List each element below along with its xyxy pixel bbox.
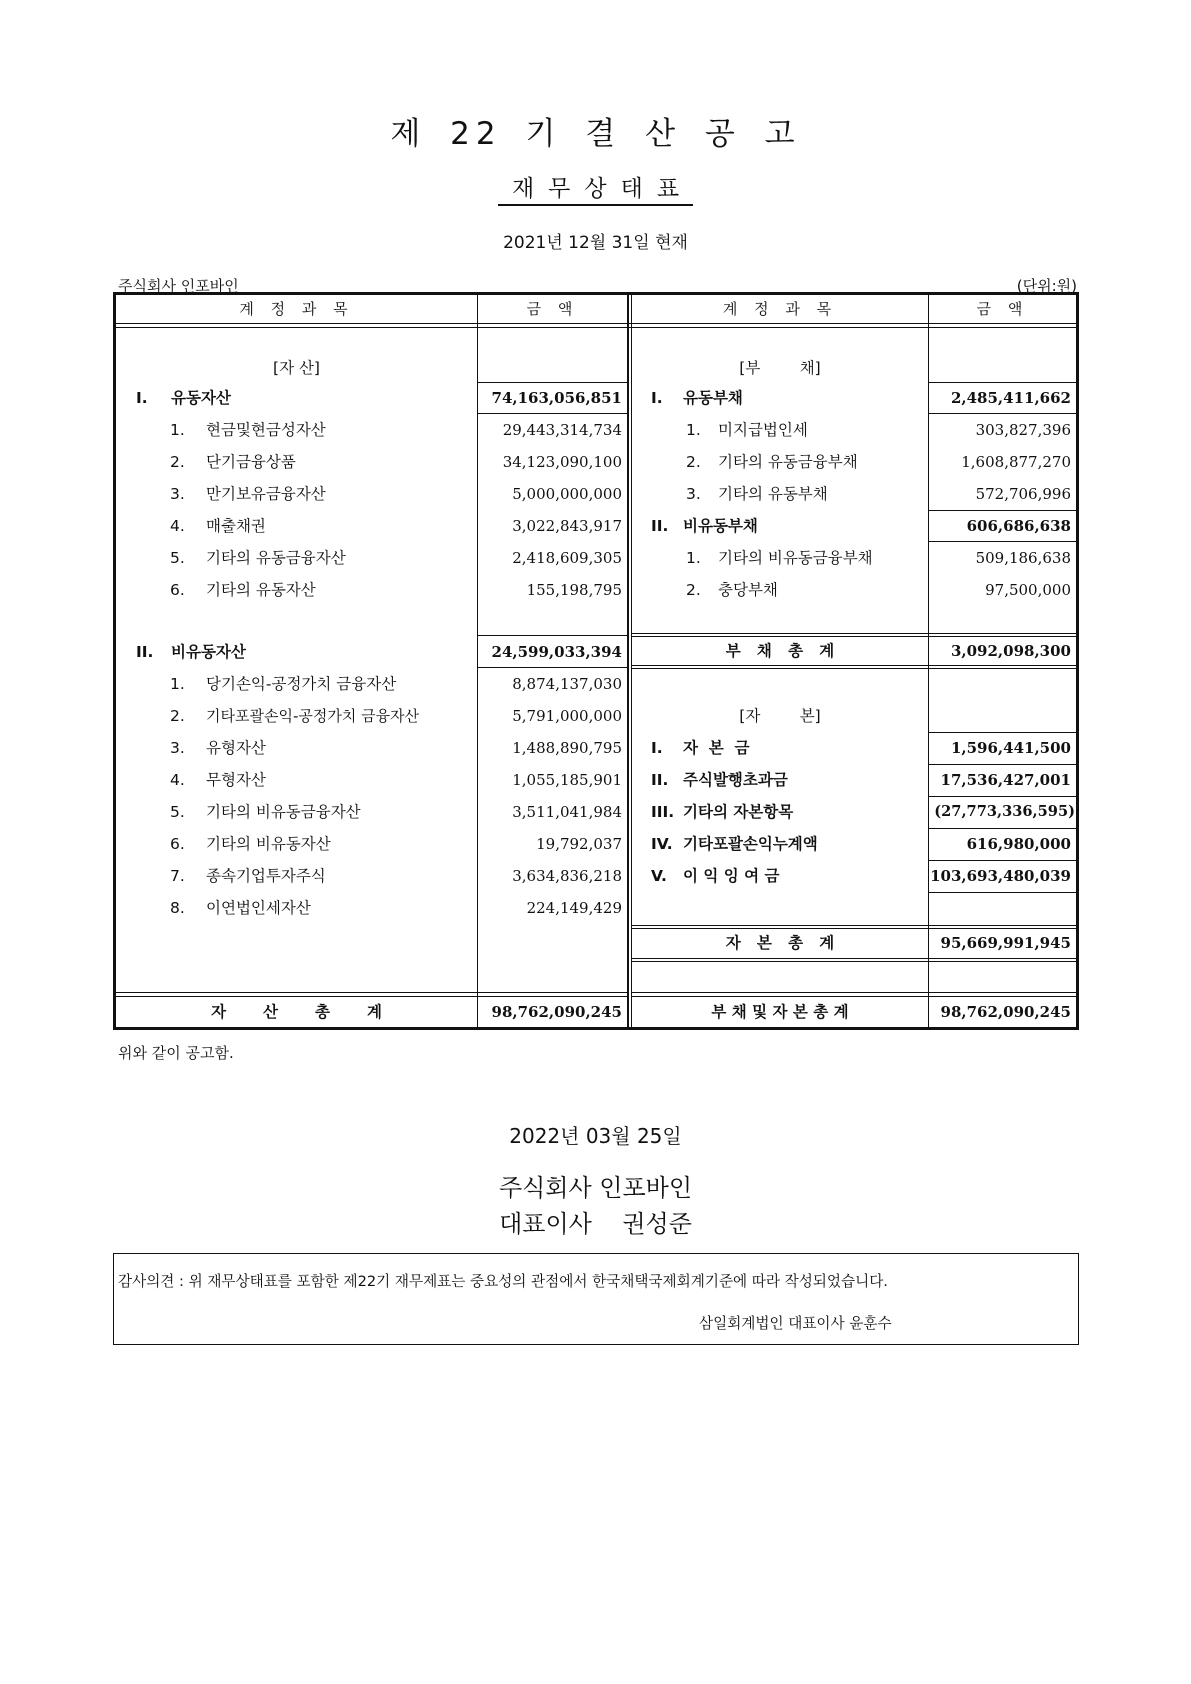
asset-item-no: 2. xyxy=(170,707,185,725)
asset-item-label: 기타의 유동자산 xyxy=(206,581,316,599)
liability-item-label: 기타의 비유동금융부채 xyxy=(718,549,873,567)
asset-item-amount: 2,418,609,305 xyxy=(512,549,622,567)
liability-item-no: 1. xyxy=(686,549,701,567)
equity-item-label: 기타의 자본항목 xyxy=(683,803,794,821)
equity-item-label: 자 본 금 xyxy=(683,739,750,757)
liability-item-amount: 97,500,000 xyxy=(985,581,1071,599)
asset-item-label: 단기금융상품 xyxy=(206,453,296,471)
noncurrent-liabilities-no: II. xyxy=(651,517,669,535)
liability-item-amount: 509,186,638 xyxy=(975,549,1071,567)
asset-item-label: 종속기업투자주식 xyxy=(206,867,326,885)
equity-item-no: II. xyxy=(651,771,669,789)
asset-item-amount: 3,511,041,984 xyxy=(512,803,622,821)
current-assets-label: 유동자산 xyxy=(171,389,231,407)
asset-item-label: 기타의 비유동자산 xyxy=(206,835,331,853)
asset-item-amount: 5,000,000,000 xyxy=(512,485,622,503)
asset-item-label: 현금및현금성자산 xyxy=(206,421,326,439)
equity-total-amount: 95,669,991,945 xyxy=(940,934,1071,952)
statement-date: 2021년 12월 31일 현재 xyxy=(503,233,688,253)
equity-item-label: 기타포괄손익누계액 xyxy=(683,835,818,853)
audit-opinion-box xyxy=(113,1253,1079,1345)
liability-item-label: 충당부채 xyxy=(718,581,778,599)
current-liabilities-no: I. xyxy=(651,389,663,407)
liab-equity-total-amount: 98,762,090,245 xyxy=(940,1003,1071,1021)
company-name: 주식회사 인포바인 xyxy=(118,277,239,295)
liability-item-label: 미지급법인세 xyxy=(718,421,808,439)
header-amount-left: 금 액 xyxy=(526,300,579,318)
asset-item-amount: 3,634,836,218 xyxy=(512,867,622,885)
signatory-ceo: 대표이사 권성준 xyxy=(499,1210,692,1238)
equity-item-amount: 616,980,000 xyxy=(966,835,1071,853)
header-amount-right: 금 액 xyxy=(976,300,1029,318)
current-assets-no: I. xyxy=(136,389,148,407)
assets-total-label: 자 산 총 계 xyxy=(211,1003,382,1021)
asset-item-no: 2. xyxy=(170,453,185,471)
equity-item-no: IV. xyxy=(651,835,673,853)
signatory xyxy=(0,1170,1191,1242)
liabilities-total-amount: 3,092,098,300 xyxy=(950,642,1071,660)
auditor-name: 삼일회계법인 대표이사 윤훈수 xyxy=(699,1315,892,1332)
asset-item-no: 4. xyxy=(170,517,185,535)
liabilities-total-label: 부 채 총 계 xyxy=(725,642,835,660)
asset-item-amount: 5,791,000,000 xyxy=(512,707,622,725)
audit-opinion-text: 감사의견 : 위 재무상태표를 포함한 제22기 재무제표는 중요성의 관점에서 한국채택국제회계기준에 따라 작성되었습니다. xyxy=(118,1273,888,1290)
unit-label: (단위:원) xyxy=(1016,277,1077,295)
equity-item-amount: 17,536,427,001 xyxy=(940,771,1071,789)
noncurrent-assets-label: 비유동자산 xyxy=(171,643,246,661)
equity-item-amount: 1,596,441,500 xyxy=(950,739,1071,757)
signatory-company: 주식회사 인포바인 xyxy=(498,1174,693,1202)
asset-item-label: 기타의 비유동금융자산 xyxy=(206,803,361,821)
noncurrent-liabilities-label: 비유동부채 xyxy=(683,517,758,535)
asset-item-no: 5. xyxy=(170,803,185,821)
liability-item-amount: 1,608,877,270 xyxy=(961,453,1071,471)
liability-item-no: 3. xyxy=(686,485,701,503)
liab-equity-total-label: 부 채 및 자 본 총 계 xyxy=(711,1003,849,1021)
assets-section-heading: [자 산] xyxy=(273,359,320,377)
noncurrent-assets-no: II. xyxy=(136,643,154,661)
asset-item-no: 1. xyxy=(170,421,185,439)
liability-item-amount: 572,706,996 xyxy=(975,485,1071,503)
asset-item-amount: 155,198,795 xyxy=(526,581,622,599)
publication-date: 2022년 03월 25일 xyxy=(509,1124,682,1148)
current-liabilities-label: 유동부채 xyxy=(683,389,743,407)
asset-item-amount: 1,055,185,901 xyxy=(512,771,622,789)
asset-item-no: 1. xyxy=(170,675,185,693)
asset-item-amount: 3,022,843,917 xyxy=(512,517,622,535)
asset-item-no: 8. xyxy=(170,899,185,917)
asset-item-no: 6. xyxy=(170,581,185,599)
current-assets-amount: 74,163,056,851 xyxy=(491,389,622,407)
asset-item-label: 무형자산 xyxy=(206,771,266,789)
asset-item-amount: 8,874,137,030 xyxy=(512,675,622,693)
noncurrent-assets-amount: 24,599,033,394 xyxy=(491,643,622,661)
liability-item-no: 2. xyxy=(686,453,701,471)
equity-item-no: III. xyxy=(651,803,675,821)
current-liabilities-amount: 2,485,411,662 xyxy=(950,389,1071,407)
asset-item-amount: 34,123,090,100 xyxy=(502,453,622,471)
asset-item-label: 당기손익-공정가치 금융자산 xyxy=(206,675,397,693)
equity-item-no: V. xyxy=(651,867,667,885)
asset-item-no: 4. xyxy=(170,771,185,789)
statement-title: 재무상태표 xyxy=(0,170,1191,203)
assets-total-amount: 98,762,090,245 xyxy=(491,1003,622,1021)
asset-item-no: 3. xyxy=(170,739,185,757)
asset-item-label: 기타포괄손익-공정가치 금융자산 xyxy=(206,707,420,725)
page-title: 제 22 기 결 산 공 고 xyxy=(390,116,801,152)
equity-item-no: I. xyxy=(651,739,663,757)
asset-item-amount: 1,488,890,795 xyxy=(512,739,622,757)
asset-item-label: 매출채권 xyxy=(206,517,266,535)
equity-item-label: 주식발행초과금 xyxy=(683,771,788,789)
asset-item-label: 유형자산 xyxy=(206,739,266,757)
asset-item-label: 이연법인세자산 xyxy=(206,899,311,917)
announcement-note: 위와 같이 공고함. xyxy=(118,1044,234,1062)
equity-total-label: 자 본 총 계 xyxy=(725,934,835,952)
asset-item-amount: 19,792,037 xyxy=(536,835,622,853)
asset-item-label: 기타의 유동금융자산 xyxy=(206,549,346,567)
liability-item-label: 기타의 유동금융부채 xyxy=(718,453,858,471)
asset-item-label: 만기보유금융자산 xyxy=(206,485,326,503)
liability-item-label: 기타의 유동부채 xyxy=(718,485,828,503)
balance-sheet-table xyxy=(113,292,1079,1030)
asset-item-no: 3. xyxy=(170,485,185,503)
equity-section-heading: [자 본] xyxy=(739,707,821,725)
asset-item-no: 5. xyxy=(170,549,185,567)
equity-item-amount: 103,693,480,039 xyxy=(930,867,1071,885)
asset-item-no: 7. xyxy=(170,867,185,885)
header-account-left: 계 정 과 목 xyxy=(239,300,354,318)
liabilities-section-heading: [부 채] xyxy=(739,359,821,377)
equity-item-label: 이 익 잉 여 금 xyxy=(683,867,780,885)
liability-item-no: 1. xyxy=(686,421,701,439)
asset-item-amount: 29,443,314,734 xyxy=(502,421,622,439)
asset-item-no: 6. xyxy=(170,835,185,853)
liability-item-no: 2. xyxy=(686,581,701,599)
equity-item-amount: (27,773,336,595) xyxy=(934,803,1075,820)
asset-item-amount: 224,149,429 xyxy=(526,899,622,917)
noncurrent-liabilities-amount: 606,686,638 xyxy=(966,517,1071,535)
liability-item-amount: 303,827,396 xyxy=(975,421,1071,439)
header-account-right: 계 정 과 목 xyxy=(722,300,838,318)
